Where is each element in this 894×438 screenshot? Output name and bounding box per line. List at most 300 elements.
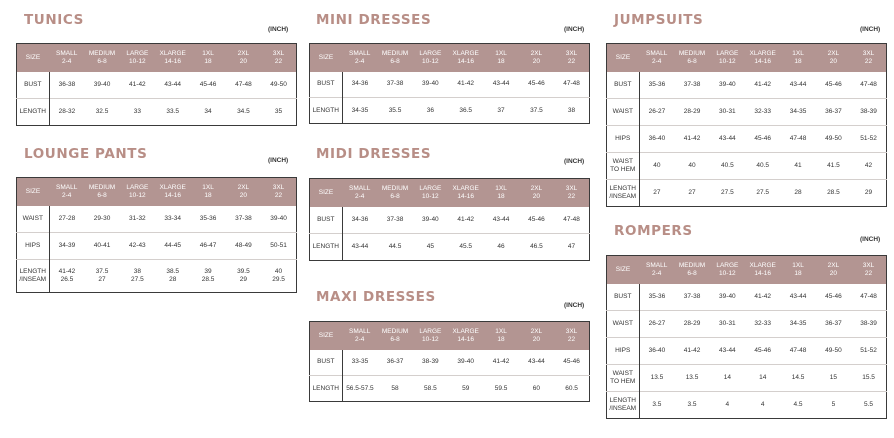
measurement-value [851, 392, 886, 419]
measurement-value-line: 45.5 [459, 243, 473, 250]
measurement-value-line: 28-29 [683, 108, 701, 115]
measurement-row [310, 98, 590, 124]
size-column-2xl [226, 178, 261, 206]
size-column-medium [674, 44, 709, 72]
size-range: 2-4 [354, 57, 365, 65]
size-column-1xl [780, 256, 815, 284]
measurement-value [745, 153, 780, 180]
measurement-label [17, 99, 50, 126]
size-range: 20 [829, 57, 837, 65]
size-name: SMALL [349, 49, 371, 57]
measurement-value-line: 37-38 [683, 292, 701, 300]
size-column-large [413, 322, 448, 350]
measurement-value [710, 338, 745, 365]
size-column-large [710, 256, 745, 284]
measurement-row [310, 207, 590, 234]
size-range: 6-8 [390, 192, 400, 200]
measurement-value [155, 233, 190, 260]
size-column-2xl [519, 322, 554, 350]
measurement-value-line: 15.5 [862, 374, 875, 381]
size-name: 1XL [792, 261, 804, 269]
size-range: 20 [829, 269, 837, 277]
size-name: 1XL [495, 184, 507, 192]
measurement-value-line: 29-30 [93, 214, 111, 222]
measurement-value-line: 4.5 [793, 401, 803, 408]
measurement-value [745, 284, 780, 311]
measurement-row [310, 72, 590, 98]
size-name: SMALL [646, 261, 668, 269]
size-column-2xl [519, 44, 554, 72]
measurement-value [639, 392, 674, 419]
size-name: 1XL [495, 327, 507, 335]
size-range: 14-16 [164, 57, 182, 65]
measurement-value [261, 233, 296, 260]
size-name: 1XL [202, 183, 214, 191]
measurement-value [448, 234, 483, 261]
measurement-value [519, 207, 554, 234]
measurement-value-line: 35-36 [199, 214, 217, 222]
size-range: 20 [532, 335, 540, 343]
measurement-row [607, 126, 887, 153]
measurement-label-line: BUST [317, 358, 335, 366]
measurement-value [413, 350, 448, 376]
measurement-value-line: 51-52 [860, 347, 877, 354]
size-header-row [607, 44, 887, 72]
measurement-value [816, 99, 851, 126]
measurement-value [519, 98, 554, 124]
measurement-row [310, 234, 590, 261]
size-name: SMALL [349, 184, 371, 192]
size-name: MEDIUM [381, 184, 409, 192]
measurement-value-line: 28 [794, 189, 802, 196]
measurement-value [120, 206, 155, 233]
measurement-value [226, 233, 261, 260]
size-name: SMALL [646, 49, 668, 57]
measurement-value-line: 5 [831, 401, 836, 408]
measurement-value-line: 46.5 [530, 243, 543, 250]
size-range: 6-8 [390, 335, 400, 343]
measurement-value-line: 35-36 [648, 80, 666, 88]
measurement-value [448, 98, 483, 124]
measurement-value-line: 50-51 [270, 242, 287, 249]
size-name: LARGE [126, 183, 149, 191]
size-column-3xl [261, 44, 296, 72]
measurement-value [448, 376, 483, 402]
size-range: 10-12 [422, 192, 439, 200]
size-column-1xl [483, 322, 518, 350]
measurement-value [780, 365, 815, 392]
measurement-value [261, 72, 296, 99]
measurement-value [745, 392, 780, 419]
size-column-header: SIZE [607, 44, 640, 72]
measurement-value-line: 40 [274, 268, 283, 275]
size-name: MEDIUM [381, 49, 409, 57]
size-range: 6-8 [687, 269, 697, 277]
size-column-xlarge [155, 178, 190, 206]
size-name: XLARGE [452, 49, 479, 57]
measurement-value [816, 180, 851, 207]
measurement-value [639, 153, 674, 180]
size-column-1xl [483, 44, 518, 72]
measurement-value-line: 34-35 [789, 108, 807, 115]
size-range: 2-4 [651, 57, 662, 65]
measurement-label [17, 206, 50, 233]
measurement-value [413, 207, 448, 234]
measurement-value-line: 26.5 [60, 276, 74, 283]
measurement-value-line: 41 [794, 162, 802, 169]
measurement-value-line: 29 [239, 276, 247, 283]
size-range: 18 [497, 57, 505, 65]
measurement-value-line: 15 [829, 374, 837, 381]
size-name: 2XL [530, 184, 543, 192]
measurement-value [780, 72, 815, 99]
measurement-value [745, 126, 780, 153]
measurement-value-line: 46 [497, 243, 505, 250]
measurement-value-line: 47-48 [563, 215, 580, 223]
jumpsuits-title: JUMPSUITS [614, 12, 704, 28]
size-column-2xl [816, 256, 851, 284]
measurement-value [554, 350, 589, 376]
measurement-value [519, 234, 554, 261]
measurement-value [816, 126, 851, 153]
measurement-value-line: 4 [760, 401, 765, 408]
measurement-value-line: 45-46 [563, 358, 580, 366]
measurement-label [607, 180, 640, 207]
measurement-label-line: TO HEM [610, 378, 636, 385]
measurement-value [190, 233, 225, 260]
size-column-header: SIZE [310, 179, 343, 207]
measurement-value [745, 72, 780, 99]
midi-dresses-title: MIDI DRESSES [316, 146, 432, 162]
size-range: 22 [864, 269, 873, 277]
measurement-value [639, 180, 674, 207]
measurement-value-line: 45-46 [754, 347, 772, 354]
measurement-row [607, 338, 887, 365]
measurement-value-line: 36-40 [648, 135, 666, 142]
size-range: 14-16 [754, 57, 772, 65]
size-range: 18 [794, 57, 802, 65]
measurement-value [377, 98, 412, 124]
size-range: 22 [567, 192, 576, 200]
measurement-value [639, 284, 674, 311]
size-column-3xl [554, 322, 589, 350]
measurement-value [190, 72, 225, 99]
measurement-label [310, 350, 343, 376]
measurement-value-line: 36-37 [825, 108, 842, 115]
measurement-value-line: 35.5 [388, 106, 402, 114]
measurement-value-line: 39.5 [237, 268, 250, 275]
measurement-value-line: 41-42 [457, 215, 475, 223]
measurement-value-line: 41-42 [683, 135, 701, 142]
size-column-large [413, 179, 448, 207]
measurement-value [710, 126, 745, 153]
measurement-value-line: 38-39 [860, 320, 877, 327]
measurement-value-line: 39-40 [422, 80, 439, 88]
size-range: 10-12 [422, 335, 439, 343]
measurement-value-line: 37-38 [235, 214, 252, 222]
size-column-xlarge [448, 44, 483, 72]
measurement-label-line: WAIST [612, 320, 633, 327]
measurement-value [816, 284, 851, 311]
size-column-header: SIZE [310, 44, 343, 72]
measurement-row [17, 99, 297, 126]
measurement-value [483, 376, 518, 402]
size-range: 18 [794, 269, 802, 277]
measurement-value-line: 43-44 [492, 215, 510, 223]
measurement-value [816, 153, 851, 180]
measurement-value-line: 45-46 [528, 215, 545, 223]
measurement-value-line: 33-34 [164, 214, 182, 222]
size-name: LARGE [419, 327, 442, 335]
measurement-value-line: 41-42 [58, 268, 76, 275]
measurement-value [639, 72, 674, 99]
measurement-value-line: 49-50 [825, 135, 842, 142]
measurement-value-line: 40-41 [93, 242, 111, 249]
measurement-label-line: TO HEM [610, 166, 636, 173]
size-column-3xl [554, 179, 589, 207]
measurement-value-line: 27-28 [58, 214, 76, 222]
measurement-value-line: 28.5 [201, 276, 215, 283]
size-column-small [639, 256, 674, 284]
size-name: SMALL [349, 327, 371, 335]
mini-dresses-title: MINI DRESSES [316, 12, 432, 28]
measurement-value-line: 34-36 [351, 215, 369, 223]
measurement-row [607, 392, 887, 419]
measurement-value [816, 365, 851, 392]
measurement-value [674, 153, 709, 180]
measurement-value [674, 126, 709, 153]
measurement-value-line: 37-38 [683, 80, 701, 88]
measurement-value [745, 180, 780, 207]
measurement-label [310, 98, 343, 124]
measurement-value-line: 28-29 [683, 320, 701, 327]
measurement-value-line: 36-37 [386, 358, 404, 366]
measurement-value [261, 260, 296, 293]
measurement-value [342, 234, 377, 261]
measurement-value-line: 43-44 [492, 80, 510, 88]
size-name: 2XL [827, 49, 840, 57]
measurement-label [607, 72, 640, 99]
measurement-value [342, 72, 377, 98]
measurement-value-line: 41-42 [129, 80, 146, 88]
measurement-value [745, 365, 780, 392]
measurement-value [120, 72, 155, 99]
size-name: 1XL [792, 49, 804, 57]
measurement-value-line: 43-44 [789, 80, 807, 88]
measurement-value [639, 365, 674, 392]
measurement-label-line: HIPS [25, 242, 41, 249]
measurement-value-line: 47-48 [789, 347, 807, 354]
measurement-value-line: 39 [204, 268, 212, 275]
measurement-value-line: 34-39 [58, 242, 76, 249]
measurement-label-line: LENGTH [312, 384, 339, 392]
measurement-row [607, 99, 887, 126]
measurement-label [17, 72, 50, 99]
measurement-value [780, 99, 815, 126]
measurement-value-line: 29 [864, 189, 873, 196]
measurement-value [120, 99, 155, 126]
size-range: 10-12 [719, 57, 736, 65]
size-name: LARGE [419, 49, 442, 57]
measurement-value-line: 43-44 [528, 358, 545, 366]
size-range: 6-8 [97, 57, 107, 65]
measurement-value [190, 206, 225, 233]
measurement-label-line: HIPS [615, 135, 631, 142]
measurement-value-line: 44-45 [164, 242, 182, 249]
measurement-value [554, 72, 589, 98]
measurement-value-line: 35-36 [648, 292, 666, 300]
measurement-value-line: 34-36 [351, 80, 369, 88]
size-name: 2XL [827, 261, 840, 269]
measurement-value-line: 39-40 [719, 292, 736, 300]
size-name: XLARGE [159, 183, 186, 191]
measurement-value-line: 47-48 [860, 292, 877, 300]
measurement-value [639, 338, 674, 365]
measurement-value [780, 392, 815, 419]
measurement-value-line: 27.5 [756, 189, 770, 196]
size-name: LARGE [419, 184, 442, 192]
measurement-value-line: 14.5 [791, 374, 805, 381]
measurement-value [84, 260, 119, 293]
measurement-value [816, 311, 851, 338]
size-range: 14-16 [457, 57, 475, 65]
lounge-pants-title: LOUNGE PANTS [24, 146, 148, 162]
measurement-value [84, 206, 119, 233]
measurement-label-line: BUST [317, 80, 335, 88]
measurement-value-line: 27.5 [131, 276, 144, 283]
measurement-value-line: 26-27 [648, 108, 666, 115]
measurement-value [816, 338, 851, 365]
size-range: 2-4 [61, 191, 72, 199]
measurement-value [155, 206, 190, 233]
measurement-value-line: 45-46 [199, 80, 217, 88]
size-range: 2-4 [61, 57, 72, 65]
size-range: 6-8 [97, 191, 107, 199]
measurement-value [674, 365, 709, 392]
measurement-value [342, 98, 377, 124]
measurement-value-line: 31-32 [129, 214, 146, 222]
measurement-value-line: 40 [653, 162, 661, 169]
measurement-label [607, 392, 640, 419]
measurement-value-line: 40.5 [721, 162, 734, 169]
measurement-value [49, 260, 84, 293]
size-column-3xl [851, 44, 886, 72]
measurement-value [674, 99, 709, 126]
measurement-value-line: 43-44 [719, 347, 736, 354]
measurement-value [190, 99, 225, 126]
size-column-large [120, 178, 155, 206]
size-column-small [342, 322, 377, 350]
measurement-value-line: 32-33 [754, 320, 772, 327]
measurement-value-line: 45-46 [825, 80, 842, 88]
measurement-row [607, 153, 887, 180]
size-name: MEDIUM [678, 49, 706, 57]
measurement-label-line: HIPS [615, 347, 631, 354]
measurement-label-line: WAIST [22, 214, 43, 222]
size-range: 18 [204, 191, 212, 199]
size-column-xlarge [448, 179, 483, 207]
measurement-row [17, 260, 297, 293]
measurement-value [554, 234, 589, 261]
size-header-row [310, 322, 590, 350]
measurement-label [310, 207, 343, 234]
size-name: 3XL [862, 49, 875, 57]
measurement-value-line: 27.5 [721, 189, 734, 196]
measurement-value-line: 13.5 [685, 374, 699, 381]
measurement-value-line: 37-38 [386, 80, 404, 88]
measurement-value-line: 34-35 [789, 320, 807, 327]
size-name: 3XL [565, 184, 578, 192]
tunics-size-table [16, 43, 297, 126]
size-name: 1XL [202, 49, 214, 57]
size-range: 14-16 [457, 192, 475, 200]
measurement-value [155, 260, 190, 293]
measurement-value [413, 376, 448, 402]
measurement-value [745, 99, 780, 126]
measurement-label [607, 338, 640, 365]
tunics-unit-label: (INCH) [268, 26, 289, 33]
size-name: SMALL [56, 183, 78, 191]
measurement-value [49, 233, 84, 260]
measurement-value-line: 43-44 [351, 243, 369, 250]
measurement-value-line: 26-27 [648, 320, 666, 327]
size-name: 2XL [530, 327, 543, 335]
size-name: MEDIUM [678, 261, 706, 269]
measurement-value-line: 4 [725, 401, 730, 408]
measurement-row [607, 365, 887, 392]
measurement-value-line: 47-48 [235, 80, 252, 88]
measurement-value-line: 48-49 [235, 242, 252, 249]
measurement-value-line: 3.5 [652, 401, 662, 408]
measurement-value-line: 27 [98, 276, 106, 283]
measurement-value-line: 39-40 [422, 215, 439, 223]
measurement-value-line: 51-52 [860, 135, 877, 142]
measurement-value-line: 46-47 [199, 242, 217, 249]
measurement-label-line: /INSEAM [19, 276, 47, 283]
size-column-medium [377, 179, 412, 207]
size-name: MEDIUM [381, 327, 409, 335]
measurement-value [851, 284, 886, 311]
measurement-value-line: 47-48 [789, 135, 807, 142]
size-range: 2-4 [354, 192, 365, 200]
measurement-value-line: 38-39 [422, 358, 439, 366]
measurement-value [483, 350, 518, 376]
size-column-medium [84, 178, 119, 206]
size-column-2xl [816, 44, 851, 72]
measurement-value-line: 34 [204, 108, 212, 115]
size-range: 22 [864, 57, 873, 65]
measurement-value-line: 35 [274, 108, 283, 115]
measurement-value [84, 72, 119, 99]
measurement-value-line: 38-39 [860, 108, 877, 115]
measurement-value [851, 153, 886, 180]
measurement-value [342, 350, 377, 376]
measurement-value-line: 39-40 [457, 358, 475, 366]
jumpsuits-unit-label: (INCH) [860, 26, 881, 33]
size-column-large [710, 44, 745, 72]
measurement-value [780, 311, 815, 338]
measurement-label-line: BUST [614, 292, 632, 300]
measurement-value-line: 40.5 [756, 162, 770, 169]
measurement-value [226, 99, 261, 126]
measurement-value [674, 311, 709, 338]
size-column-header: SIZE [310, 322, 343, 350]
size-header-row [17, 44, 297, 72]
rompers-title: ROMPERS [614, 223, 693, 239]
measurement-row [310, 376, 590, 402]
measurement-label [607, 284, 640, 311]
measurement-value [710, 153, 745, 180]
